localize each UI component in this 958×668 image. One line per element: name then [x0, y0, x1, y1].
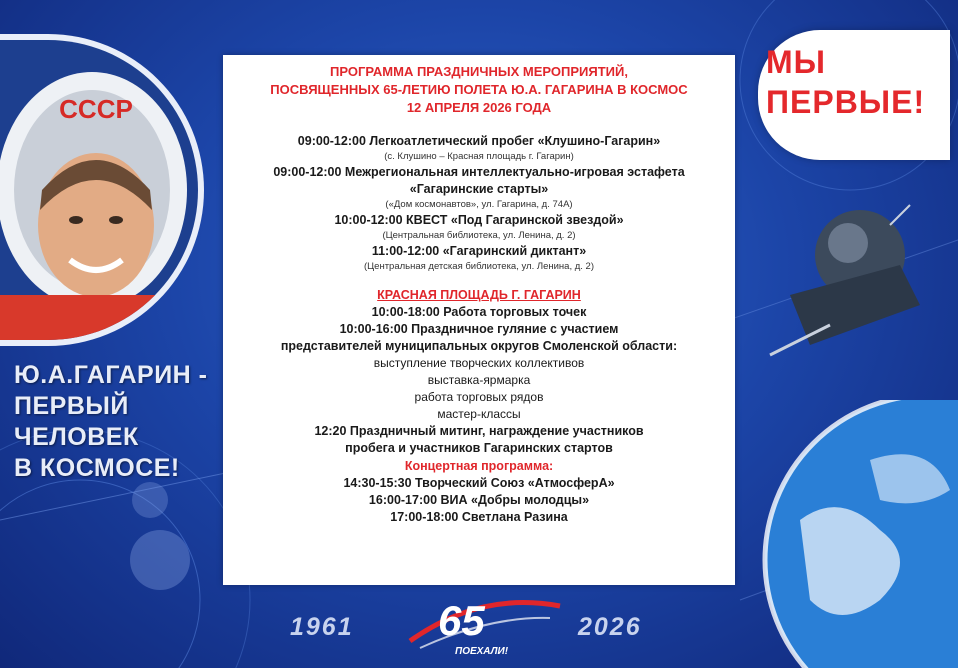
emblem-number: 65 — [438, 597, 485, 644]
event-title: 09:00-12:00 Легкоатлетический пробег «Клушино-Гагарин» — [297, 134, 661, 148]
square-item: выставка-ярмарка — [427, 373, 531, 387]
event-location: (с. Клушино – Красная площадь г. Гагарин) — [384, 151, 574, 162]
event-program-panel — [223, 55, 735, 585]
event-location: (Центральная библиотека, ул. Ленина, д. 2) — [382, 230, 576, 241]
heading-line: ПОСВЯЩЕННЫХ 65-ЛЕТИЮ ПОЛЕТА Ю.А. ГАГАРИНА В КОСМОС — [270, 82, 688, 97]
event-title: 11:00-12:00 «Гагаринский диктант» — [371, 244, 587, 258]
concert-line: 16:00-17:00 ВИА «Добры молодцы» — [368, 493, 590, 507]
event-location: («Дом космонавтов», ул. Гагарина, д. 74А) — [385, 199, 573, 210]
event-title: 09:00-12:00 Межрегиональная интеллектуально-игровая эстафета — [273, 165, 685, 179]
left-slogan — [14, 360, 224, 484]
square-item: работа торговых рядов — [414, 390, 544, 404]
square-line: 10:00-16:00 Праздничное гуляние с участием — [339, 322, 619, 336]
event-location: (Центральная детская библиотека, ул. Ленина, д. 2) — [363, 261, 595, 272]
square-line: 10:00-18:00 Работа торговых точек — [371, 305, 587, 319]
slogan-line: ЧЕЛОВЕК — [14, 423, 139, 451]
event-title: 10:00-12:00 КВЕСТ «Под Гагаринской звездой» — [334, 213, 624, 227]
anniversary-65-emblem — [400, 596, 570, 666]
program-heading — [223, 55, 735, 117]
concert-line: 14:30-15:30 Творческий Союз «АтмосферА» — [343, 476, 615, 490]
program-date: 12 АПРЕЛЯ 2026 ГОДА — [406, 100, 552, 115]
square-item: выступление творческих коллективов — [373, 356, 585, 370]
event-title: «Гагаринские старты» — [409, 182, 549, 196]
rally-line: 12:20 Праздничный митинг, награждение участников — [314, 424, 644, 438]
my-pervye-logo — [758, 30, 950, 160]
logo-line: ПЕРВЫЕ! — [766, 84, 926, 120]
emblem-caption: ПОЕХАЛИ! — [455, 646, 509, 657]
square-line: представителей муниципальных округов Смоленской области: — [280, 339, 678, 353]
earth-globe-icon — [760, 400, 958, 668]
rally-line: пробега и участников Гагаринских стартов — [345, 441, 613, 455]
slogan-line: Ю.А.ГАГАРИН - — [14, 361, 208, 389]
logo-line: МЫ — [766, 44, 826, 80]
helmet-cccp-text: СССР — [59, 94, 133, 124]
red-square-heading: КРАСНАЯ ПЛОЩАДЬ Г. ГАГАРИН — [377, 288, 581, 302]
concert-line: 17:00-18:00 Светлана Разина — [390, 510, 568, 524]
vostok-spacecraft-icon — [750, 185, 950, 385]
year-start: 1961 — [290, 613, 354, 641]
concert-heading: Концертная программа: — [404, 459, 554, 473]
year-end: 2026 — [578, 613, 642, 641]
slogan-line: ПЕРВЫЙ — [14, 392, 129, 420]
square-item: мастер-классы — [437, 407, 521, 421]
heading-line: ПРОГРАММА ПРАЗДНИЧНЫХ МЕРОПРИЯТИЙ, — [330, 64, 628, 79]
slogan-line: В КОСМОСЕ! — [14, 454, 180, 482]
